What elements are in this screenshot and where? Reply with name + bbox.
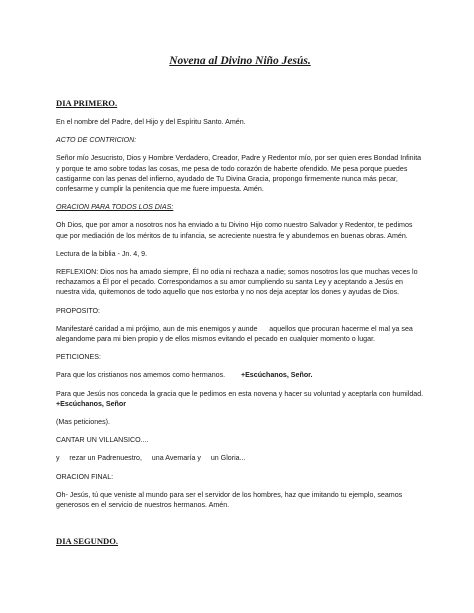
petition-two (56, 389, 424, 409)
sign-of-cross-text: En el nombre del Padre, del Hijo y del Espíritu Santo. Amén. (56, 118, 246, 126)
daily-prayer-heading: ORACION PARA TODOS LOS DIAS: (56, 203, 174, 212)
petitions-heading: PETICIONES: (56, 353, 101, 362)
final-prayer-text: Oh- Jesús, tú que veniste al mundo para ser el servidor de los hombres, haz que imitando tu ejemplo, seamos generosos en el servicio de nuestros hermanos. Amén. (56, 490, 403, 510)
reflection-text: REFLEXION: Dios nos ha amado siempre, Él no odia ni rechaza a nadie; somos nosotros los que muchas veces lo rechazamos a Él por el pecado. Correspondamos a su amor cumpliendo su santa Ley y aceptando a Jesús en nuestra vida, quitemonos de todo aquello que nos estorba y no nos deja aceptar los dones y ayudas de Dios. (56, 268, 418, 297)
petition-one-text: Para que los cristianos nos amemos como hermanos. (56, 371, 226, 380)
purpose-heading: PROPOSITO: (56, 306, 101, 315)
day-two-heading: DIA SEGUNDO. (56, 536, 119, 547)
daily-prayer-text: Oh Dios, que por amor a nosotros nos ha enviado a tu Divino Hijo como nuestro Salvador y Redentor, te pedimos que por mediación de los méritos de tu infancia, se acreciente nuestra fe y abundemos en buenas obras. Amén. (56, 221, 413, 240)
more-petitions: (Mas peticiones). (56, 418, 111, 427)
petition-one (56, 370, 424, 380)
final-prayer-heading: ORACION FINAL: (56, 472, 114, 481)
day-one-heading: DIA PRIMERO. (56, 98, 118, 108)
petition-two-text: Para que Jesús nos conceda la gracia que le pedimos en esta novena y hacer su voluntad y aceptarla con humildad. (56, 389, 424, 398)
page-title: Novena al Divino Niño Jesús. (169, 55, 311, 67)
prayers-line: y rezar un Padrenuestro, una Avemaría y un Gloria... (56, 454, 246, 463)
contrition-heading: ACTO DE CONTRICION: (56, 136, 137, 145)
bible-reading: Lectura de la biblia - Jn. 4, 9. (56, 249, 148, 258)
petition-two-response: +Escúchanos, Señor (56, 399, 126, 408)
purpose-text: Manifestaré caridad a mi prójimo, aun de mis enemigos y aunde aquellos que procuran hacerme el mal ya sea alegandome para mi bien propio y de ellos mismos evitando el pecado en cualquier momento o lugar. (56, 324, 415, 344)
petition-one-response: +Escúchanos, Señor. (240, 371, 313, 380)
contrition-text: Señor mío Jesucristo, Dios y Hombre Verdadero, Creador, Padre y Redentor mío, por ser quien eres Bondad Infinita y porque te amo sobre todas las cosas, me pesa de todo corazón de haberte ofendido. Me pesa porque puedes castigarme con las penas del infierno, ayudado de Tu Divina Gracia, propongo firmemente nunca más pecar, confesarme y cumplir la penitencia que me fuere impuesta. Amén. (56, 154, 422, 194)
carol-instruction: CANTAR UN VILLANSICO.... (56, 436, 149, 445)
